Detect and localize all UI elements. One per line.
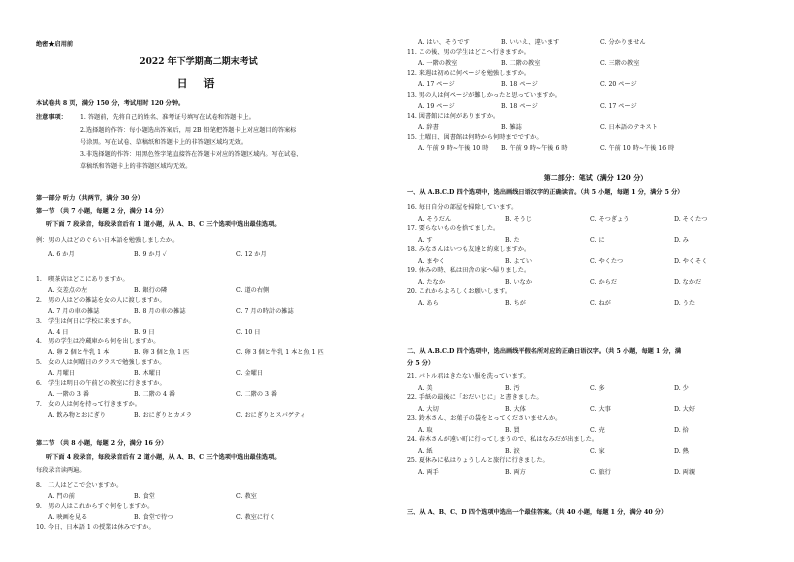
option: D. 拾 bbox=[674, 426, 689, 434]
option: C. おにぎりとスパゲティ bbox=[236, 411, 306, 419]
section2-instructions: 听下面 4 段录音，每段录音后有 2 道小题，从 A、B、C 三个选项中选出最佳选项。 bbox=[46, 454, 281, 461]
option: B. ちが bbox=[505, 299, 526, 307]
question-11: 11. この後、男の学生はどこへ行きますか。 bbox=[407, 49, 530, 57]
section-b-heading-cont: 分 5 分） bbox=[407, 360, 435, 367]
option: C. やくたつ bbox=[590, 257, 624, 265]
option: C. 日本語のテキスト bbox=[600, 123, 658, 131]
option: D. うた bbox=[674, 299, 696, 307]
option: B. 両方 bbox=[505, 468, 526, 476]
option: C. 大事 bbox=[590, 405, 611, 413]
question-21: 21. バトル君はきたない服を洗っています。 bbox=[407, 373, 530, 380]
section2-heading: 第二节 （共 8 小题，每题 2 分，满分 16 分） bbox=[36, 440, 168, 447]
option: C. からだ bbox=[590, 278, 618, 286]
notes-label: 注意事项： bbox=[36, 114, 67, 121]
section-c-heading: 三、从 A、B、C、D 四个选项中选出一个最佳答案。（共 40 小题，每题 1 分，满分 40 分） bbox=[407, 509, 668, 516]
option: B. 午前 9 時~午後 6 時 bbox=[501, 145, 568, 152]
option: D. 大好 bbox=[674, 405, 696, 413]
question-22: 22. 手紙の最後に「おだいじに」と書きました。 bbox=[407, 394, 543, 401]
option: B. 食堂で待つ bbox=[134, 513, 174, 521]
question-7: 7. 女の人は何を持って行きますか。 bbox=[36, 400, 141, 408]
part2-heading: 第二部分：笔试（满分 120 分） bbox=[543, 173, 648, 182]
option: A. あら bbox=[418, 299, 439, 307]
option: A. 門の前 bbox=[48, 493, 75, 500]
exam-info: 本试卷共 8 页，满分 150 分，考试用时 120 分钟。 bbox=[36, 100, 185, 107]
question-20: 20. これからよろしくお願いします。 bbox=[407, 288, 512, 295]
option: C. 旅行 bbox=[590, 468, 611, 476]
question-9: 9. 男の人はこれからすぐ何をしますか。 bbox=[36, 502, 154, 510]
option: B. 木曜日 bbox=[134, 370, 162, 378]
option: A. 17 ページ bbox=[418, 81, 455, 89]
note-line: 3.非选择题的作答：用黑色签字笔直接答在答题卡对应的答题区域内。写在试卷、 bbox=[80, 151, 303, 158]
question-25: 25. 夏休みに私はりょうしんと旅行に行きました。 bbox=[407, 457, 549, 464]
option: A. 交差点の左 bbox=[48, 287, 88, 294]
section-b-heading: 二、从 A.B.C.D 四个选项中，选出画线平假名所对应的正确日语汉字。（共 5 小题，每题 1 分，满 bbox=[407, 348, 682, 355]
confidential-mark: 绝密★启用前 bbox=[36, 41, 74, 48]
example-option: C. 12 か月 bbox=[236, 251, 267, 258]
option: A. 一階の 3 番 bbox=[48, 391, 90, 398]
question-18: 18. みなさんはいつも友達と約束しますか。 bbox=[407, 246, 531, 253]
note-line: 1. 答题前，先将自己的姓名、准考证号填写在试卷和答题卡上。 bbox=[80, 114, 255, 121]
option: D. なかだ bbox=[674, 278, 702, 286]
example-option: A. 6 か月 bbox=[48, 251, 75, 258]
section1-instructions: 听下面 7 段录音，每段录音后有 1 道小题，从 A、B、C 三个选项中选出最佳选项。 bbox=[46, 221, 281, 228]
option: A. 一階の教室 bbox=[418, 60, 458, 68]
question-1: 1. 喫茶店はどこにありますか。 bbox=[36, 276, 129, 283]
option: B. いいえ、違います bbox=[501, 39, 560, 46]
option: A. 7 月の車の雑誌 bbox=[48, 307, 100, 315]
exam-title: 2022 年下学期高二期末考试 bbox=[139, 57, 258, 67]
option: C. 17 ページ bbox=[600, 102, 637, 110]
option: C. 10 日 bbox=[236, 328, 261, 336]
option: A. 4 日 bbox=[48, 328, 69, 336]
note-line: 草稿纸和答题卡上的非答题区域均无效。 bbox=[80, 163, 192, 170]
option: B. 9 日 bbox=[134, 328, 155, 336]
option: A. す bbox=[418, 236, 433, 244]
option: C. ねが bbox=[590, 299, 611, 307]
option: B. 18 ページ bbox=[501, 102, 538, 110]
question-14: 14. 図書館には何がありますか。 bbox=[407, 112, 500, 120]
option: D. 両親 bbox=[674, 468, 696, 476]
option: D. 熱 bbox=[674, 447, 689, 455]
option: A. 両手 bbox=[418, 468, 439, 476]
question-24: 24. 春木さんが遠い町に行ってしまうので、私はなみだが出ました。 bbox=[407, 436, 599, 443]
option: A. 辞書 bbox=[418, 123, 439, 131]
part1-heading: 第一部分 听力（共两节，满分 30 分） bbox=[36, 195, 144, 202]
option: B. 汚 bbox=[505, 384, 520, 392]
option: C. 金曜日 bbox=[236, 370, 264, 378]
option: B. 雑誌 bbox=[501, 123, 522, 131]
option: B. 涙 bbox=[505, 447, 520, 455]
option: A. 卵 2 個と牛乳 1 本 bbox=[48, 349, 110, 357]
option: B. 二階の 4 番 bbox=[134, 391, 176, 398]
option: C. 20 ページ bbox=[600, 81, 637, 89]
question-10: 10. 今日、日本語 1 の授業は休みですか。 bbox=[36, 524, 155, 531]
option: A. まやく bbox=[418, 257, 445, 265]
option: B. よてい bbox=[505, 257, 533, 265]
option: D. そくたつ bbox=[674, 215, 708, 223]
question-16: 16. 毎日自分の部屋を掃除しています。 bbox=[407, 204, 518, 211]
note-line: 2.选择题的作答：每小题选出答案后，用 2B 铅笔把答题卡上对应题目的答案标 bbox=[80, 126, 297, 134]
option: A. 月曜日 bbox=[48, 370, 75, 378]
option: B. 食堂 bbox=[134, 493, 155, 500]
option: B. 大体 bbox=[505, 405, 526, 413]
option: C. 卵 3 個と牛乳 1 本と魚 1 匹 bbox=[236, 349, 324, 357]
option: C. に bbox=[590, 236, 605, 244]
option: D. 少 bbox=[674, 384, 689, 392]
question-6: 6. 学生は明日の午前どの教室に行きますか。 bbox=[36, 380, 166, 387]
option: C. 二階の 3 番 bbox=[236, 391, 278, 398]
option: C. 教室に行く bbox=[236, 513, 276, 521]
option: B. 18 ページ bbox=[501, 81, 538, 89]
option: C. 道の右側 bbox=[236, 287, 270, 294]
option: B. そうじ bbox=[505, 215, 533, 223]
option: A. たなか bbox=[418, 278, 445, 286]
right-column bbox=[397, 0, 794, 562]
question-4: 4. 男の学生は冷蔵庫から何を出しますか。 bbox=[36, 338, 160, 346]
question-17: 17. 要らないものを捨てました。 bbox=[407, 225, 500, 232]
section1-heading: 第一节 （共 7 小题，每题 2 分，满分 14 分） bbox=[36, 208, 168, 215]
option: B. 銀行の隣 bbox=[134, 287, 168, 294]
option: B. 買 bbox=[505, 426, 520, 434]
option: A. 取 bbox=[418, 426, 433, 434]
option: C. 売 bbox=[590, 426, 605, 434]
option: B. 8 月の車の雑誌 bbox=[134, 307, 186, 315]
option: C. 午前 10 時~午後 16 時 bbox=[600, 145, 675, 152]
option: B. た bbox=[505, 236, 520, 244]
option: A. 大切 bbox=[418, 405, 439, 413]
option: A. 午前 9 時~午後 10 時 bbox=[418, 145, 489, 152]
subject-title: 日 语 bbox=[176, 77, 221, 90]
section2-instructions-2: 每段录音读两遍。 bbox=[36, 467, 86, 474]
option: A. 映画を見る bbox=[48, 513, 88, 521]
option: A. 美 bbox=[418, 384, 433, 392]
question-2: 2. 男の人はどの雑誌を女の人に渡しますか。 bbox=[36, 296, 166, 304]
question-19: 19. 休みの時、私は田舎の家へ帰りました。 bbox=[407, 267, 531, 274]
question-23: 23. 鈴木さん、お菓子の袋をとってくださいませんか。 bbox=[407, 415, 562, 422]
option: A. 19 ページ bbox=[418, 102, 455, 110]
question-5: 5. 女の人は何曜日のクラスで勉強しますか。 bbox=[36, 359, 166, 367]
option: C. 多 bbox=[590, 384, 605, 392]
option: D. やくそく bbox=[674, 257, 708, 265]
option: B. いなか bbox=[505, 278, 533, 286]
question-15: 15. 土曜日、図書館は何時から何時までですか。 bbox=[407, 134, 543, 141]
section-a-heading: 一、从 A.B.C.D 四个选项中，选出画线日语汉字的正确读音。（共 5 小题，每题 1 分，满分 5 分） bbox=[407, 189, 684, 196]
note-line: 号涂黑。写在试卷、草稿纸和答题卡上的非答题区域均无效。 bbox=[80, 138, 248, 146]
option: C. 三階の教室 bbox=[600, 60, 640, 68]
option: D. み bbox=[674, 236, 689, 244]
question-13: 13. 男の人は何ページが難しかったと思っていますか。 bbox=[407, 91, 561, 99]
option: B. おにぎりとカメラ bbox=[134, 411, 192, 419]
option: C. 7 月の時計の雑誌 bbox=[236, 307, 294, 315]
question-8: 8. 二人はどこで会いますか。 bbox=[36, 482, 123, 489]
question-12: 12. 来週は初めに何ページを勉強しますか。 bbox=[407, 70, 531, 78]
option: A. はい、そうです bbox=[418, 39, 470, 46]
option: A. 飲み物とおにぎり bbox=[48, 411, 106, 419]
option: C. 分かりません bbox=[600, 39, 646, 46]
question-3: 3. 学生は何日に学校に来ますか。 bbox=[36, 317, 135, 325]
option: C. そつぎょう bbox=[590, 215, 630, 223]
option: B. 二階の教室 bbox=[501, 60, 541, 68]
option: C. 家 bbox=[590, 447, 605, 455]
example-question: 例：男の人はどのぐらい日本語を勉強しましたか。 bbox=[36, 237, 179, 244]
option: B. 卵 3 個と魚 1 匹 bbox=[134, 349, 190, 357]
option: A. そうだん bbox=[418, 215, 452, 223]
option: C. 教室 bbox=[236, 493, 257, 500]
option: A. 紙 bbox=[418, 447, 433, 455]
example-option: B. 9 か月 ✓ bbox=[134, 251, 167, 258]
